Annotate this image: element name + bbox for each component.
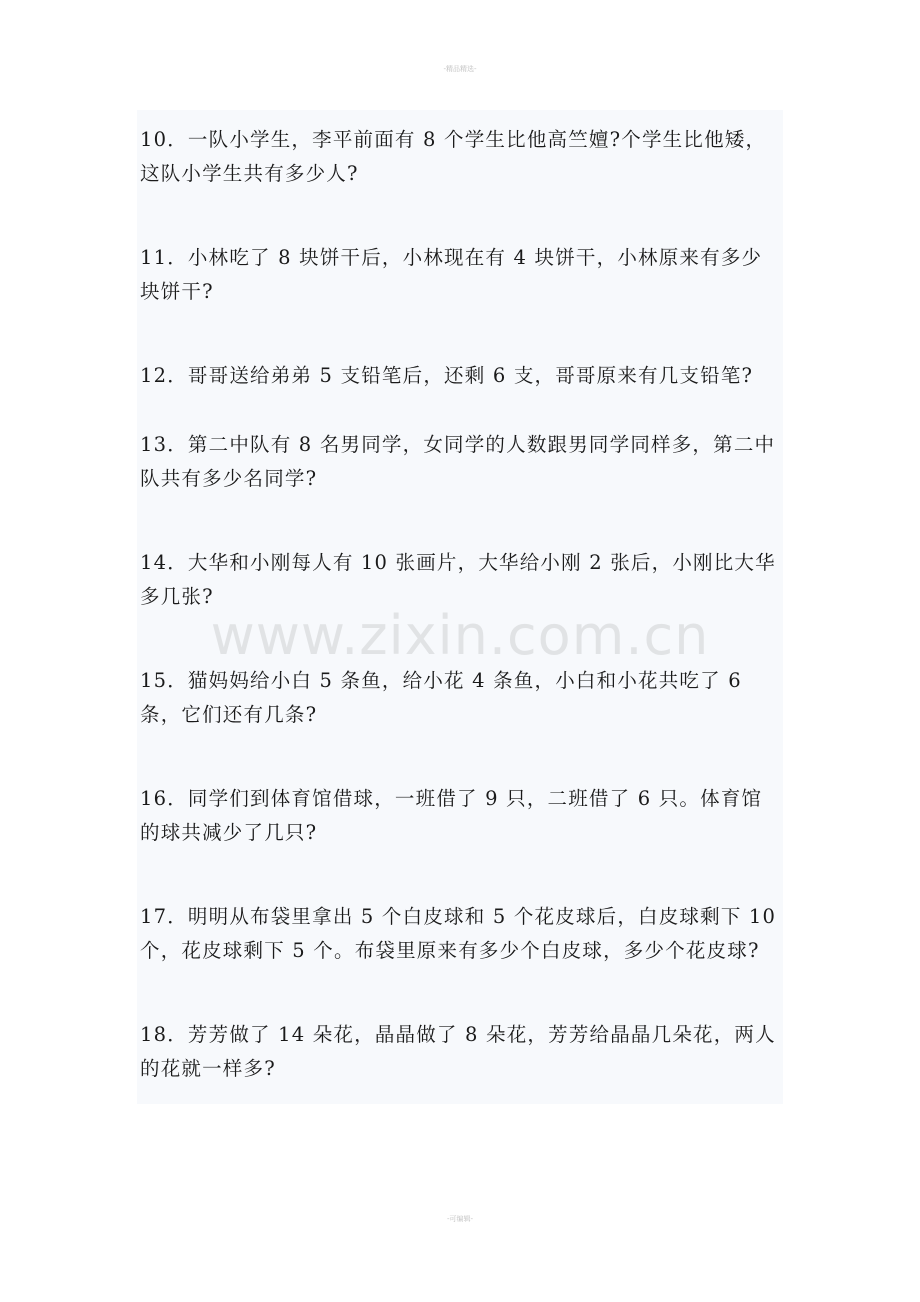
watermark-text: www.zixin.com.cn [210,604,710,667]
problem-16: 16．同学们到体育馆借球，一班借了 9 只，二班借了 6 只。体育馆的球共减少了几只? [140,787,763,844]
problem-14: 14．大华和小刚每人有 10 张画片，大华给小刚 2 张后，小刚比大华多几张? [140,551,776,608]
page-footer-mark: -可编辑- [446,1215,474,1223]
problem-17: 17．明明从布袋里拿出 5 个白皮球和 5 个花皮球后，白皮球剩下 10 个，花皮球剩下 5 个。布袋里原来有多少个白皮球，多少个花皮球? [140,905,777,962]
page-header-mark: -精品精选- [443,65,477,73]
problem-15: 15．猫妈妈给小白 5 条鱼，给小花 4 条鱼，小白和小花共吃了 6 条，它们还有几条? [140,669,742,726]
problem-13: 13．第二中队有 8 名男同学，女同学的人数跟男同学同样多，第二中队共有多少名同学? [140,433,776,490]
problem-18: 18．芳芳做了 14 朵花，晶晶做了 8 朵花，芳芳给晶晶几朵花，两人的花就一样多? [140,1023,776,1080]
problem-10: 10．一队小学生，李平前面有 8 个学生比他高竺嬗?个学生比他矮，这队小学生共有多少人? [140,128,767,185]
problem-11: 11．小林吃了 8 块饼干后，小林现在有 4 块饼干，小林原来有多少块饼干? [140,246,763,303]
problem-12: 12．哥哥送给弟弟 5 支铅笔后，还剩 6 支，哥哥原来有几支铅笔? [140,364,754,387]
